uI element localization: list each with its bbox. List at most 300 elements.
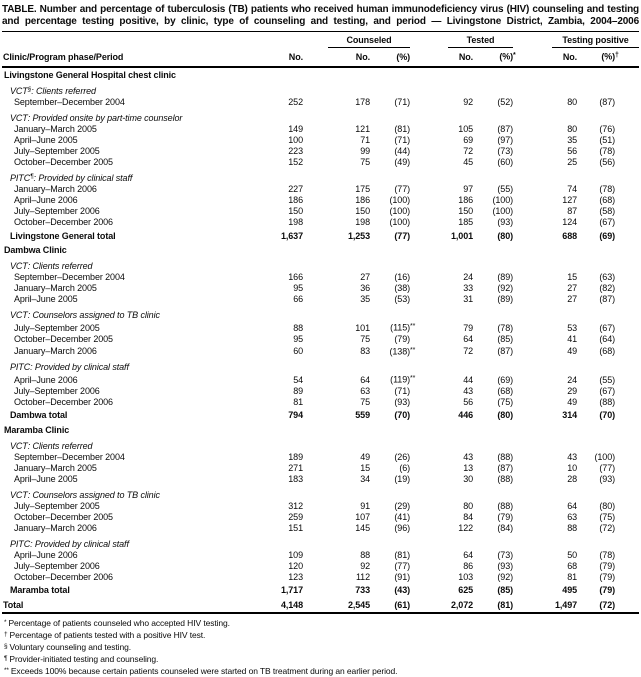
cell-tested-no — [410, 501, 473, 512]
cell-positive-pct — [577, 228, 639, 243]
cell-positive-no-value: 56 — [567, 146, 578, 156]
cell-positive-pct-value: (78) — [599, 146, 616, 156]
footnote — [2, 653, 639, 665]
cell-positive-no — [513, 228, 577, 243]
cell-positive-no-value: 1,497 — [554, 599, 578, 610]
cell-tested-no — [410, 283, 473, 294]
cell-tested-pct — [473, 452, 513, 463]
group-label — [2, 436, 639, 452]
cell-positive-pct — [577, 550, 639, 561]
group-label-pre: PITC — [10, 173, 31, 183]
group-label-rest: : Provided by clinical staff — [30, 538, 129, 549]
cell-total-no — [240, 512, 303, 523]
cell-tested-pct — [473, 228, 513, 243]
cell-counseled-no — [303, 463, 370, 474]
cell-positive-no — [513, 463, 577, 474]
cell-counseled-no — [303, 195, 370, 206]
header-positive-pct-text: (%) — [601, 51, 616, 62]
cell-counseled-pct-value: (71) — [394, 135, 411, 145]
group-label-pre: PITC — [10, 538, 31, 549]
footnote-text: Provider-initiated testing and counseling. — [9, 653, 159, 664]
cell-positive-pct-value: (64) — [599, 333, 616, 344]
cell-tested-pct-value: (93) — [497, 217, 514, 227]
cell-positive-pct — [577, 157, 639, 168]
cell-total-no — [240, 157, 303, 168]
group-row — [2, 357, 639, 373]
cell-tested-pct — [473, 523, 513, 534]
cell-tested-pct-value: (87) — [497, 124, 514, 134]
cell-counseled-no-value: 198 — [355, 217, 370, 227]
cell-period: January–March 2005 — [14, 462, 97, 473]
cell-counseled-no-value: 559 — [355, 410, 370, 420]
cell-period: October–December 2006 — [14, 217, 113, 227]
cell-period: January–March 2005 — [14, 283, 97, 293]
cell-counseled-pct — [370, 583, 410, 598]
header-counseled-pct — [370, 48, 410, 67]
cell-tested-no — [410, 408, 473, 423]
cell-positive-pct-value: (79) — [599, 560, 616, 571]
cell-counseled-pct — [370, 146, 410, 157]
data-row — [2, 294, 639, 305]
cell-counseled-no-value: 91 — [360, 500, 370, 511]
cell-tested-no — [410, 397, 473, 408]
data-row — [2, 474, 639, 485]
group-footnote-marker: ¶ — [30, 173, 34, 180]
cell-tested-pct-value: (84) — [497, 522, 514, 533]
cell-total-no-value: 95 — [293, 283, 303, 293]
cell-total-no — [240, 550, 303, 561]
cell-tested-no — [410, 146, 473, 157]
cell-tested-no-value: 43 — [463, 451, 474, 462]
cell-positive-no-value: 87 — [567, 206, 578, 216]
cell-counseled-pct-value: (53) — [394, 294, 411, 304]
cell-counseled-no-value: 35 — [360, 294, 370, 304]
section-name: Livingstone General Hospital chest clinic — [4, 70, 176, 80]
cell-positive-no — [513, 283, 577, 294]
cell-counseled-pct — [370, 512, 410, 523]
cell-counseled-pct — [370, 97, 410, 108]
header-total-no: No. — [240, 48, 303, 67]
footnote — [2, 617, 639, 629]
cell-tested-no-value: 84 — [463, 511, 474, 522]
cell-positive-no — [513, 146, 577, 157]
cell-positive-pct — [577, 206, 639, 217]
cell-tested-no-value: 45 — [463, 157, 474, 167]
cell-counseled-pct-value: (6) — [399, 462, 411, 473]
group-label-rest: : Clients referred — [31, 86, 96, 96]
footnote-text: Exceeds 100% because certain patients counseled were started on TB treatment during an earlier period. — [10, 665, 398, 676]
cell-tested-no-value: 31 — [463, 294, 474, 304]
cell-positive-no-value: 80 — [567, 124, 578, 134]
cell-tested-pct — [473, 184, 513, 195]
cell-positive-no — [513, 294, 577, 305]
cell-positive-pct-value: (67) — [599, 385, 616, 396]
section-name: Dambwa Clinic — [4, 245, 67, 255]
cell-positive-no — [513, 572, 577, 583]
cell-tested-pct — [473, 206, 513, 217]
cell-tested-pct-value: (85) — [497, 585, 514, 595]
cell-counseled-pct — [370, 124, 410, 135]
section-row — [2, 67, 639, 82]
cell-tested-pct-value: (85) — [497, 333, 514, 344]
cell-total-no-value: 149 — [288, 124, 303, 134]
cell-tested-no — [410, 294, 473, 305]
cell-tested-no — [410, 321, 473, 334]
cell-positive-pct — [577, 294, 639, 305]
cell-tested-pct-value: (97) — [497, 135, 514, 145]
cell-counseled-pct: (138)** — [389, 346, 416, 356]
data-row — [2, 272, 639, 283]
cell-positive-no — [513, 386, 577, 397]
cell-counseled-no-value: 75 — [360, 157, 370, 167]
cell-counseled-no — [303, 397, 370, 408]
cell-counseled-no-value: 2,545 — [347, 599, 370, 610]
cell-counseled-pct-value: (100) — [389, 206, 411, 216]
cell-counseled-pct-value: (77) — [394, 230, 411, 241]
footnote — [2, 629, 639, 641]
cell-total-no-value: 123 — [288, 571, 303, 582]
footnote-marker: † — [4, 630, 8, 638]
cell-positive-pct-value: (70) — [599, 410, 616, 420]
grand-total-row — [2, 597, 639, 613]
cell-counseled-pct-value: (91) — [394, 571, 411, 582]
cell-counseled-no — [303, 283, 370, 294]
cell-tested-no-value: 13 — [463, 462, 474, 473]
cell-positive-pct — [577, 345, 639, 358]
cell-positive-no — [513, 452, 577, 463]
cell-tested-no — [410, 228, 473, 243]
cell-counseled-pct — [370, 272, 410, 283]
group-label — [2, 485, 639, 501]
cell-tested-no-value: 1,001 — [450, 230, 474, 241]
cell-positive-pct — [577, 97, 639, 108]
cell-tested-pct-value: (92) — [497, 283, 514, 293]
cell-tested-no-value: 33 — [463, 283, 474, 293]
cell-counseled-pct-value: (138) — [389, 346, 411, 356]
cell-period: April–June 2005 — [14, 135, 78, 145]
cell-positive-no-value: 27 — [567, 294, 578, 304]
group-footnote-marker: § — [27, 86, 32, 93]
footnote-marker: * — [4, 618, 7, 626]
cell-tested-pct — [473, 386, 513, 397]
cell-counseled-pct — [370, 452, 410, 463]
cell-counseled-pct-value: (93) — [394, 396, 411, 407]
cell-total-no-value: 60 — [293, 346, 303, 356]
cell-counseled-no-value: 121 — [355, 124, 370, 134]
cell-positive-no — [513, 195, 577, 206]
cell-counseled-pct-value: (115) — [390, 322, 411, 333]
cell-counseled-pct-value: (70) — [394, 410, 411, 420]
cell-tested-pct — [473, 583, 513, 598]
group-label-pre: VCT — [10, 113, 28, 123]
cell-tested-pct — [473, 157, 513, 168]
data-row — [2, 373, 639, 386]
cell-counseled-no-value: 34 — [360, 473, 370, 484]
cell-positive-no-value: 50 — [567, 549, 578, 560]
cell-total-no-value: 95 — [293, 333, 303, 344]
cell-positive-no-value: 49 — [567, 346, 578, 356]
cell-tested-no-value: 150 — [458, 206, 474, 216]
group-label-rest: : Clients referred — [27, 440, 93, 451]
cell-positive-pct-value: (82) — [599, 283, 616, 293]
cell-counseled-no — [303, 597, 370, 613]
cell-positive-pct — [577, 283, 639, 294]
cell-total-no — [240, 345, 303, 358]
footnote-text: Percentage of patients counseled who accepted HIV testing. — [8, 617, 230, 628]
data-row — [2, 157, 639, 168]
cell-tested-no-value: 72 — [463, 146, 474, 156]
cell-tested-pct-value: (100) — [492, 206, 514, 216]
cell-total-no — [240, 146, 303, 157]
cell-tested-no — [410, 597, 473, 613]
data-row — [2, 452, 639, 463]
cell-counseled-no-value: 101 — [355, 322, 370, 333]
cell-counseled-no-value: 175 — [355, 184, 370, 194]
cell-counseled-pct: (115)** — [390, 322, 416, 333]
cell-tested-pct-value: (80) — [497, 230, 514, 241]
cell-positive-no — [513, 345, 577, 358]
cell-tested-no — [410, 345, 473, 358]
cell-tested-pct-value: (55) — [497, 184, 514, 194]
cell-total-no — [240, 386, 303, 397]
cell-tested-pct — [473, 217, 513, 228]
cell-positive-no — [513, 474, 577, 485]
cell-counseled-pct-value: (96) — [394, 522, 411, 533]
total-row — [2, 228, 639, 243]
total-row — [2, 408, 639, 423]
cell-positive-pct — [577, 597, 639, 613]
cell-positive-no — [513, 135, 577, 146]
cell-positive-no-value: 688 — [562, 230, 578, 241]
cell-positive-no-value: 49 — [567, 396, 578, 407]
cell-total-no — [240, 597, 303, 613]
cell-tested-pct — [473, 124, 513, 135]
cell-counseled-no — [303, 386, 370, 397]
cell-counseled-pct — [370, 217, 410, 228]
cell-positive-pct-value: (72) — [599, 522, 616, 533]
cell-positive-no — [513, 124, 577, 135]
cell-positive-pct-value: (79) — [599, 571, 616, 582]
cell-counseled-no-value: 92 — [360, 560, 370, 571]
cell-tested-no — [410, 124, 473, 135]
cell-tested-no — [410, 583, 473, 598]
cell-total-no — [240, 408, 303, 423]
cell-counseled-no-value: 27 — [360, 272, 370, 282]
cell-period: April–June 2005 — [14, 473, 78, 484]
cell-tested-no-value: 103 — [458, 571, 474, 582]
cell-total-no — [240, 523, 303, 534]
group-label — [2, 108, 639, 124]
cell-counseled-pct — [370, 157, 410, 168]
cell-positive-pct-value: (51) — [599, 135, 616, 145]
cell-tested-pct — [473, 294, 513, 305]
group-label — [2, 305, 639, 321]
cell-counseled-pct — [370, 572, 410, 583]
cell-tested-pct — [473, 550, 513, 561]
cell-counseled-pct — [370, 283, 410, 294]
total-label: Maramba total — [10, 585, 70, 595]
cell-total-no-value: 166 — [288, 272, 303, 282]
cell-tested-no-value: 72 — [463, 346, 474, 356]
cell-positive-no-value: 74 — [567, 184, 578, 194]
cell-total-no-value: 186 — [288, 195, 303, 205]
cell-total-no — [240, 272, 303, 283]
cell-counseled-pct — [370, 561, 410, 572]
cell-positive-pct — [577, 523, 639, 534]
cell-counseled-pct: (119)** — [390, 374, 416, 385]
cell-total-no-value: 794 — [288, 410, 303, 420]
cell-tested-pct-value: (89) — [497, 272, 514, 282]
spanner-tested: Tested — [448, 35, 513, 48]
cell-tested-pct-value: (87) — [497, 346, 514, 356]
cell-tested-no-value: 185 — [458, 217, 474, 227]
cell-counseled-pct-value: (119) — [390, 374, 411, 385]
cell-counseled-no-value: 15 — [360, 462, 370, 473]
group-label-rest: : Counselors assigned to TB clinic — [27, 489, 160, 500]
data-row — [2, 512, 639, 523]
cell-counseled-pct-value: (26) — [394, 451, 411, 462]
cell-counseled-no — [303, 272, 370, 283]
group-row — [2, 436, 639, 452]
cell-tested-pct — [473, 397, 513, 408]
cell-positive-pct — [577, 373, 639, 386]
data-row — [2, 561, 639, 572]
cell-total-no — [240, 217, 303, 228]
data-row — [2, 550, 639, 561]
cell-tested-pct — [473, 474, 513, 485]
cell-tested-pct-value: (92) — [497, 571, 514, 582]
cell-tested-no-value: 80 — [463, 500, 474, 511]
cell-total-no-value: 109 — [288, 549, 303, 560]
cell-tested-no-value: 69 — [463, 135, 474, 145]
cell-counseled-no — [303, 474, 370, 485]
cell-positive-pct-value: (77) — [599, 462, 616, 473]
group-row — [2, 305, 639, 321]
cell-positive-pct-value: (87) — [599, 97, 616, 107]
cell-tested-no — [410, 523, 473, 534]
cell-positive-no — [513, 184, 577, 195]
cell-positive-pct-value: (78) — [599, 549, 616, 560]
group-label-rest: : Provided by clinical staff — [33, 173, 133, 183]
cell-total-no-value: 189 — [288, 451, 303, 462]
header-tested-no: No. — [410, 48, 473, 67]
cell-period: September–December 2004 — [14, 272, 125, 282]
cell-total-no-value: 312 — [288, 500, 303, 511]
header-spanner-row — [2, 32, 639, 48]
group-label-pre: VCT — [10, 310, 28, 320]
cell-counseled-no-value: 178 — [355, 97, 370, 107]
cell-total-no — [240, 124, 303, 135]
cell-positive-pct — [577, 386, 639, 397]
footnote — [2, 641, 639, 653]
cell-tested-no-value: 56 — [463, 396, 474, 407]
cell-counseled-no — [303, 206, 370, 217]
cell-positive-pct — [577, 321, 639, 334]
header-row — [2, 48, 639, 67]
cell-counseled-pct-value: (38) — [394, 283, 411, 293]
cell-counseled-pct-value: (49) — [394, 157, 411, 167]
cell-counseled-no — [303, 334, 370, 345]
cell-tested-no — [410, 474, 473, 485]
cell-total-no-value: 120 — [288, 560, 303, 571]
cell-positive-pct-value: (55) — [599, 374, 616, 385]
spanner-testing-positive: Testing positive — [552, 35, 639, 48]
cell-positive-no-value: 314 — [562, 410, 578, 420]
cell-positive-no-value: 127 — [562, 195, 578, 205]
cell-tested-pct-value: (78) — [497, 322, 514, 333]
group-label — [2, 81, 639, 97]
cell-positive-pct-value: (63) — [599, 272, 616, 282]
cell-counseled-pct — [370, 463, 410, 474]
group-label — [2, 357, 639, 373]
cell-counseled-no — [303, 97, 370, 108]
cell-counseled-no — [303, 157, 370, 168]
cell-tested-pct-value: (88) — [497, 500, 514, 511]
cell-positive-pct — [577, 272, 639, 283]
cell-counseled-pct-value: (81) — [394, 549, 411, 560]
cell-positive-pct — [577, 195, 639, 206]
cell-period: October–December 2005 — [14, 157, 113, 167]
group-label-pre: PITC — [10, 362, 31, 372]
cell-positive-pct-value: (72) — [599, 599, 616, 610]
cell-counseled-pct — [370, 397, 410, 408]
group-label-pre: VCT — [10, 86, 28, 96]
data-row — [2, 283, 639, 294]
data-row — [2, 463, 639, 474]
cell-counseled-no — [303, 217, 370, 228]
header-counseled-no: No. — [303, 48, 370, 67]
cell-positive-pct — [577, 474, 639, 485]
cell-tested-no — [410, 463, 473, 474]
cell-total-no-value: 150 — [288, 206, 303, 216]
cell-tested-pct-value: (100) — [492, 195, 514, 205]
cell-counseled-no — [303, 501, 370, 512]
data-row — [2, 217, 639, 228]
cell-positive-pct-value: (100) — [594, 451, 616, 462]
cell-tested-pct — [473, 97, 513, 108]
cell-positive-no — [513, 397, 577, 408]
cell-counseled-pct-value: (29) — [394, 500, 411, 511]
cell-tested-pct-value: (73) — [497, 146, 514, 156]
cell-tested-no-value: 105 — [458, 124, 474, 134]
cell-tested-pct — [473, 345, 513, 358]
header-positive-no: No. — [513, 48, 577, 67]
cell-counseled-no — [303, 184, 370, 195]
cell-tested-no-value: 64 — [463, 333, 474, 344]
cell-counseled-no-value: 64 — [360, 374, 370, 385]
cell-positive-pct-value: (67) — [599, 322, 616, 333]
cell-total-no — [240, 135, 303, 146]
cell-total-no — [240, 228, 303, 243]
cell-tested-no-value: 122 — [458, 522, 474, 533]
cell-tested-pct — [473, 195, 513, 206]
cell-counseled-pct — [370, 386, 410, 397]
total-label: Livingstone General total — [10, 230, 116, 241]
cell-total-no — [240, 97, 303, 108]
cell-period: October–December 2006 — [14, 571, 113, 582]
cell-counseled-no — [303, 512, 370, 523]
cell-counseled-no — [303, 228, 370, 243]
group-label-rest: : Counselors assigned to TB clinic — [27, 310, 160, 320]
cell-tested-pct — [473, 408, 513, 423]
cell-total-no-value: 100 — [288, 135, 303, 145]
cell-total-no — [240, 452, 303, 463]
cell-positive-pct-value: (56) — [599, 157, 616, 167]
cell-tested-no — [410, 572, 473, 583]
cell-period: September–December 2004 — [14, 451, 125, 462]
cell-positive-pct — [577, 572, 639, 583]
cell-tested-no-value: 92 — [463, 97, 474, 107]
